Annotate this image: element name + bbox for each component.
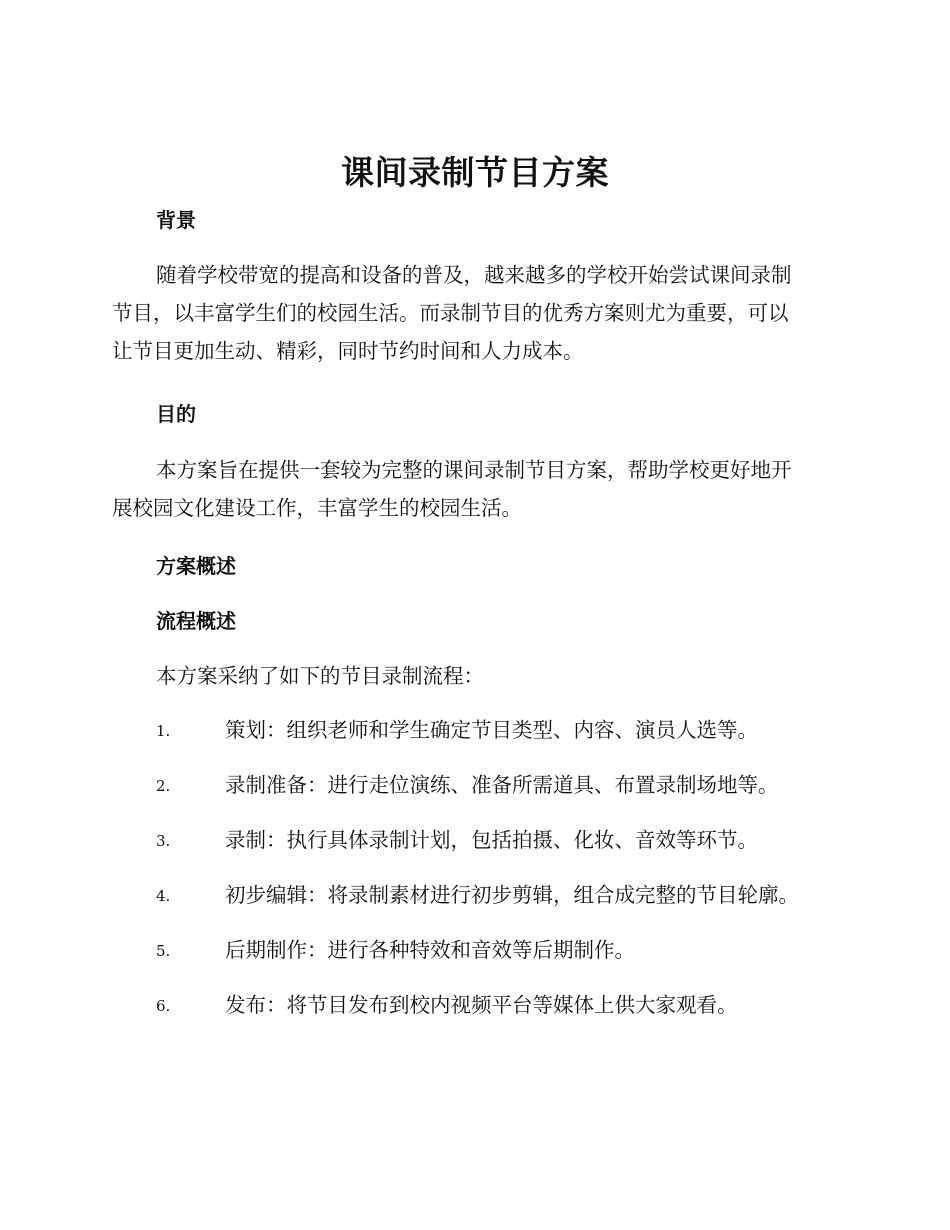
list-item-number: 5. [156, 942, 171, 960]
section-heading-background: 背景 [156, 208, 196, 232]
list-item [0, 771, 950, 801]
list-item-number: 6. [156, 997, 171, 1015]
list-item [0, 936, 950, 966]
background-paragraph [112, 256, 834, 370]
list-item [0, 881, 950, 911]
background-line-2: 节目，以丰富学生们的校园生活。而录制节目的优秀方案则尤为重要，可以 [112, 301, 789, 325]
list-item-number: 3. [156, 832, 171, 850]
list-item-text: 录制准备：进行走位演练、准备所需道具、布置录制场地等。 [225, 773, 779, 797]
purpose-line-1: 本方案旨在提供一套较为完整的课间录制节目方案，帮助学校更好地开 [156, 458, 792, 482]
list-item-text: 发布：将节目发布到校内视频平台等媒体上供大家观看。 [225, 993, 738, 1017]
list-item-text: 后期制作：进行各种特效和音效等后期制作。 [225, 938, 635, 962]
list-item-number: 2. [156, 777, 171, 795]
list-item [0, 826, 950, 856]
section-heading-process: 流程概述 [156, 609, 236, 633]
list-item-text: 策划：组织老师和学生确定节目类型、内容、演员人选等。 [225, 718, 758, 742]
process-intro: 本方案采纳了如下的节目录制流程： [156, 664, 484, 688]
section-heading-purpose: 目的 [156, 402, 196, 426]
purpose-line-2: 展校园文化建设工作，丰富学生的校园生活。 [112, 496, 522, 520]
background-line-3: 让节目更加生动、精彩，同时节约时间和人力成本。 [112, 339, 584, 363]
purpose-paragraph [112, 451, 834, 527]
list-item-number: 4. [156, 887, 171, 905]
background-line-1: 随着学校带宽的提高和设备的普及，越来越多的学校开始尝试课间录制 [156, 263, 792, 287]
section-heading-overview: 方案概述 [156, 554, 236, 578]
list-item-text: 初步编辑：将录制素材进行初步剪辑，组合成完整的节目轮廓。 [225, 883, 799, 907]
list-item [0, 716, 950, 746]
document-title: 课间录制节目方案 [341, 153, 609, 192]
list-item-text: 录制：执行具体录制计划，包括拍摄、化妆、音效等环节。 [225, 828, 758, 852]
list-item [0, 991, 950, 1021]
list-item-number: 1. [156, 722, 171, 740]
